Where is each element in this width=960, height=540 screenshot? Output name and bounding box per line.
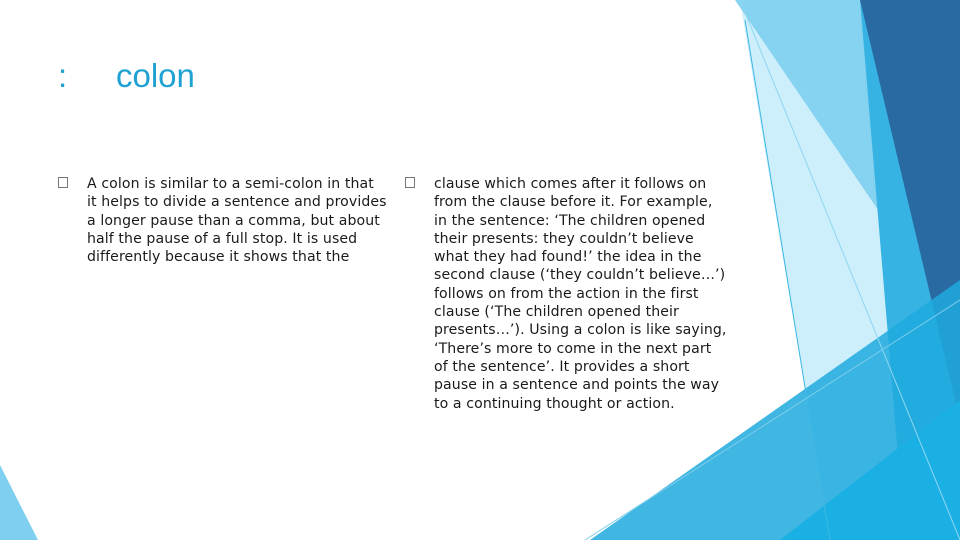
right-paragraph: clause which comes after it follows on from the clause before it. For example, in the sentence: ‘The children opened their presents: they couldn’t believe what they had found!’ the idea in the second clause (‘they couldn’t believe…’) follows on from the action in the first clause (‘The children opened their presents…’). Using a colon is like saying, ‘There’s more to come in the next part of the sentence’. It provides a short pause in a sentence and points the way to a continuing thought or action. (434, 176, 727, 412)
square-bullet-icon (58, 175, 70, 193)
title-word: colon (116, 57, 195, 94)
title-colon-symbol: : (58, 57, 68, 94)
left-accent-triangle (0, 465, 38, 540)
square-bullet-icon (405, 175, 417, 193)
right-content-column (405, 175, 727, 413)
left-paragraph: A colon is similar to a semi-colon in that it helps to divide a sentence and provides a longer pause than a comma, but about half the pause of a full stop. It is used differently because it shows that the (87, 176, 387, 266)
left-content-column (58, 175, 388, 266)
slide-title (58, 52, 195, 100)
